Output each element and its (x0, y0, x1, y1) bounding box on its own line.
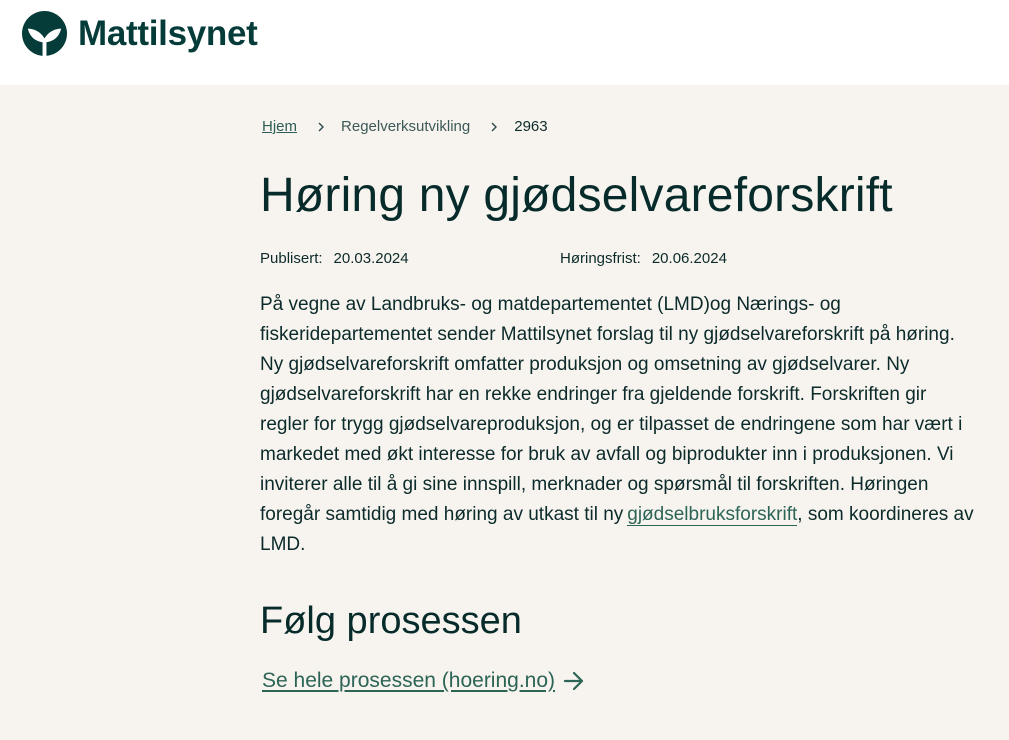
process-heading: Følg prosessen (260, 600, 522, 642)
deadline-label: Høringsfrist: (560, 250, 641, 267)
breadcrumb-section: Regelverksutvikling (341, 118, 471, 135)
intro-text: På vegne av Landbruks- og matdepartementet (LMD)og Nærings- og fiskeridepartementet sender Mattilsynet forslag til ny gjødselvareforskrift på høring. Ny gjødselvareforskrift omfatter produksjon og omsetning av gjødselvarer. Ny gjødselvareforskrift har en rekke endringer fra gjeldende forskrift. Forskriften gir regler for trygg gjødselvareproduksjon, og er tilpasset de endringene som har vært i markedet med økt interesse for bruk av avfall og biprodukter inn i produksjonen. Vi inviterer alle til å gi sine innspill, merknader og spørsmål til forskriften. Høringen foregår samtidig med høring av utkast til ny (260, 294, 963, 525)
gjodselbruksforskrift-link[interactable]: gjødselbruksforskrift (627, 504, 798, 525)
published-value: 20.03.2024 (333, 250, 409, 267)
chevron-right-icon (317, 122, 325, 132)
chevron-right-icon (490, 122, 498, 132)
site-logo-link[interactable] (22, 11, 258, 56)
published-date (260, 250, 560, 268)
deadline-value: 20.06.2024 (651, 250, 727, 267)
breadcrumb (260, 118, 980, 136)
deadline-date (560, 250, 727, 268)
breadcrumb-current: 2963 (514, 118, 548, 135)
process-link[interactable]: Se hele prosessen (hoering.no) (262, 669, 556, 692)
site-header (0, 0, 1009, 85)
site-logo-text: Mattilsynet (78, 14, 258, 53)
mattilsynet-logo-icon (22, 11, 67, 56)
arrow-right-icon[interactable] (563, 671, 585, 691)
main-content (260, 85, 980, 694)
intro-text-end: , som koordineres av LMD. (260, 504, 974, 555)
published-label: Publisert: (260, 250, 323, 267)
process-link-row (260, 668, 980, 694)
breadcrumb-home-link[interactable]: Hjem (262, 118, 298, 135)
intro-paragraph (260, 290, 978, 560)
page-meta (260, 250, 980, 268)
page-title: Høring ny gjødselvareforskrift (260, 169, 893, 222)
